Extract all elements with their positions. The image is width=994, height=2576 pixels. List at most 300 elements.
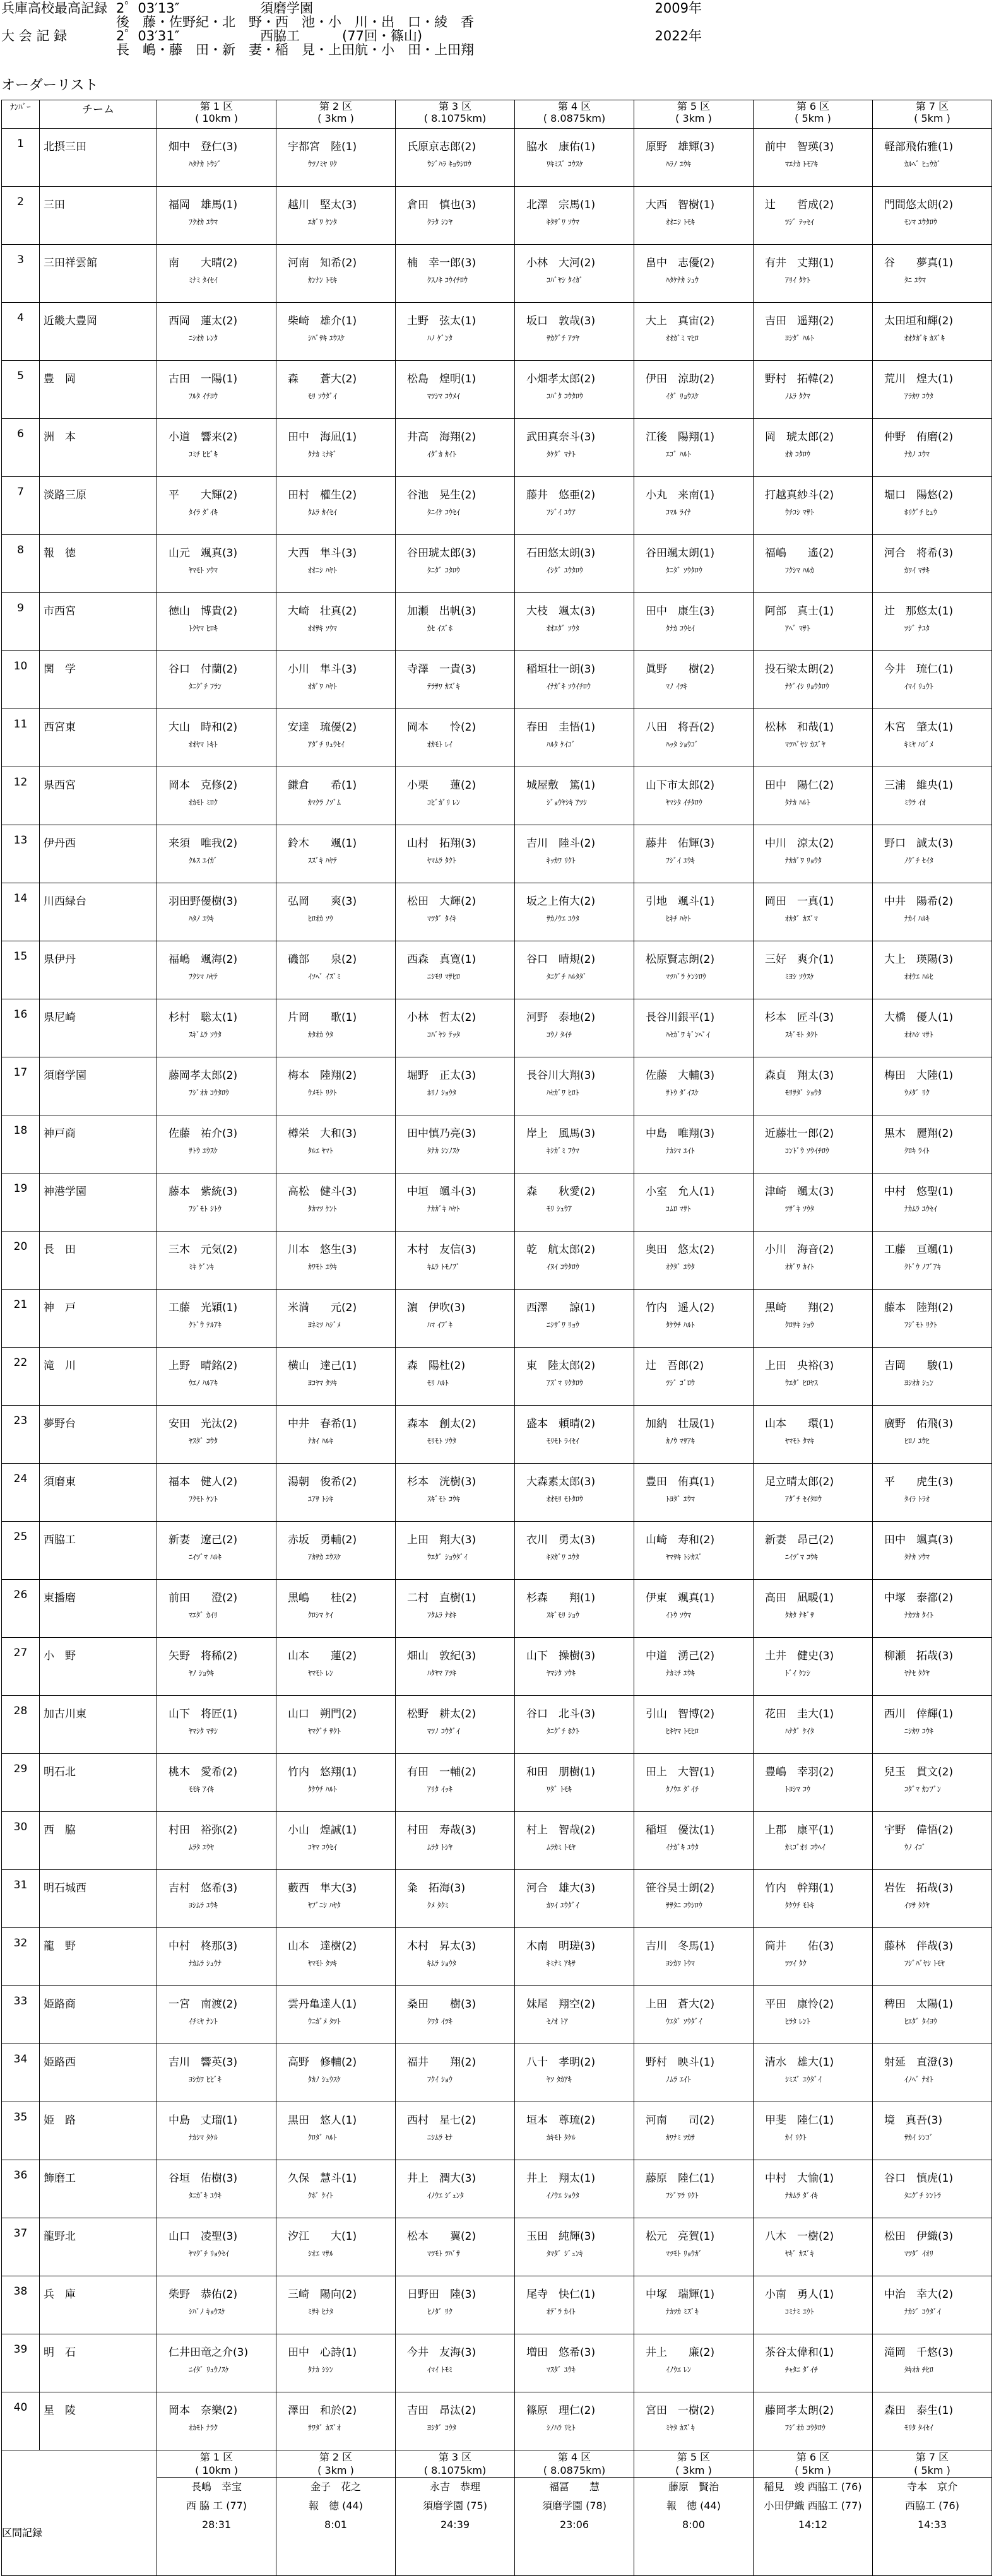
runner-name: 川本 悠生(3) [288,1244,357,1256]
runner-name: 矢野 将稀(2) [169,1650,238,1662]
runner-cell [634,477,754,535]
runner-kana: ｵｶﾀﾞ ｶｽﾞﾏ [785,914,818,923]
runner-cell [276,1232,396,1290]
runner-name: 中垣 颯斗(3) [407,1185,476,1198]
leg-name: 第 4 区 [557,100,591,112]
runner-kana: ｻｶﾉｳｴ ﾕｳﾀ [547,914,579,923]
runner-name: 久保 慧斗(1) [288,2172,357,2185]
runner-name: 杉本 洸樹(3) [407,1476,476,1488]
table-row [2,2392,992,2450]
runner-kana: ﾊﾙﾀ ｹｲｺﾞ [547,740,576,749]
runner-kana: ﾌｼﾞｲ ﾕｳｷ [666,856,695,865]
runner-name: 氏原京志郎(2) [407,141,476,153]
table-row [2,303,992,361]
table-row [2,1348,992,1406]
team-name: 姫 路 [40,2102,157,2160]
runner-cell [515,1812,634,1870]
runner-cell [754,883,873,941]
runner-name: 山村 拓翔(3) [407,837,476,850]
runner-kana: ｼﾐｽﾞ ﾕｳﾀﾞｲ [785,2075,822,2084]
runner-cell [157,593,276,651]
runner-name: 二村 直樹(1) [407,1592,476,1604]
team-number: 27 [2,1638,40,1696]
runner-name: 辻 哲成(2) [765,199,834,211]
runner-cell [276,1928,396,1986]
runner-cell [276,1290,396,1348]
runner-kana: ｲﾜｻ ﾀｸﾔ [904,1901,930,1910]
runner-cell [873,1522,992,1580]
record-school: 須磨学園 [260,1,313,16]
runner-kana: ﾋﾉﾀﾞ ﾘｸ [427,2307,453,2316]
runner-kana: ﾀｲﾗ ﾀﾞｲｷ [189,508,218,517]
team-name: 西 脇 [40,1812,157,1870]
runner-kana: ｱﾍﾞ ﾏｻﾄ [785,624,810,633]
leg-distance: ( 8.1075km) [423,112,487,124]
runner-kana: ﾌｸｼﾏ ﾊﾙｶ [785,566,814,575]
runner-cell [157,1986,276,2044]
runner-name: 井上 潤大(3) [407,2172,476,2185]
leg-distance: ( 8.0875km) [543,112,606,124]
team-name: 夢野台 [40,1406,157,1464]
runner-name: 森 蒼大(2) [288,373,357,385]
runner-cell [396,245,515,303]
runner-cell [276,2334,396,2392]
runner-kana: ｳｴﾀﾞ ﾋﾛﾔｽ [785,1379,818,1387]
runner-kana: ﾐｻｷ ﾋﾅﾀ [308,2307,333,2316]
runner-kana: ﾋﾛｵｶ ｿｳ [308,914,333,923]
runner-cell [873,1406,992,1464]
team-number: 34 [2,2044,40,2102]
runner-kana: ｻﾄｳ ﾀﾞｲｽｹ [666,1088,699,1097]
runner-cell [754,825,873,883]
runner-name: 杉森 翔(1) [526,1592,596,1604]
runner-name: 稲垣壮一朗(3) [526,663,596,676]
footer-leg-header [634,2450,754,2478]
runner-kana: ﾏﾉ ｲﾂｷ [666,682,687,691]
runner-kana: ｸﾛｷ ﾗｲﾄ [904,1146,930,1155]
team-number: 20 [2,1232,40,1290]
runner-kana: ﾌｸｵｶ ﾕｳﾏ [189,218,218,226]
runner-name: 小川 海音(2) [765,1244,834,1256]
runner-kana: ﾋﾛﾉ ﾕｳﾋ [904,1437,930,1445]
runner-kana: ﾀｶﾉ ｼｭｳｽｹ [308,2075,341,2084]
runner-name: 太田垣和輝(2) [884,315,954,327]
runner-name: 濵 伊吹(3) [407,1302,466,1314]
runner-name: 谷口 晴規(2) [526,953,596,966]
runner-cell [276,129,396,187]
runner-kana: ｵｵﾆｼ ﾊﾔﾄ [308,566,337,575]
runner-cell [276,825,396,883]
team-number: 35 [2,2102,40,2160]
runner-cell [873,1870,992,1928]
runner-kana: ﾉﾑﾗ ﾀｸﾏ [785,392,810,401]
runner-name: 村上 智哉(2) [526,1824,596,1837]
runner-cell [396,941,515,999]
runner-kana: ﾓﾝﾏ ﾕｳﾀﾛｳ [904,218,937,226]
runner-kana: ﾏｴﾀﾞ ｶｲﾘ [189,1611,218,1620]
runner-name: 岡本 奈樂(2) [169,2404,238,2417]
runner-name: 藤井 悠亜(2) [526,489,596,502]
runner-cell [515,303,634,361]
runner-cell [157,245,276,303]
leg-name: 第 5 区 [677,100,711,112]
runner-cell [396,651,515,709]
runner-kana: ｳﾒﾓﾄ ﾘｸﾄ [308,1088,337,1097]
runner-cell [873,1057,992,1115]
runner-cell [515,1173,634,1232]
runner-kana: ﾆｼｶﾜ ｺｳｷ [904,1727,933,1736]
runner-name: 宇野 偉悟(2) [884,1824,954,1837]
runner-cell [515,1928,634,1986]
leg-name: 第 7 区 [915,100,949,112]
runner-cell [754,245,873,303]
runner-name: 森貞 翔太(3) [765,1069,834,1082]
team-number: 31 [2,1870,40,1928]
leg-name: 第 2 区 [319,2451,353,2463]
table-row [2,361,992,419]
runner-kana: ｸﾜﾀ ｲﾂｷ [427,2017,453,2026]
runner-name: 米満 元(2) [288,1302,357,1314]
runner-name: 滝岡 千悠(3) [884,2346,954,2359]
runner-kana: ﾆｲﾂﾞﾏ ｺｳｷ [785,1553,818,1561]
runner-cell [396,419,515,477]
runner-cell [276,1522,396,1580]
runner-cell [873,1464,992,1522]
runner-name: 福本 健人(2) [169,1476,238,1488]
runner-kana: ｵｶﾞﾜ ｶｲﾄ [785,1262,814,1271]
runner-kana: ﾊｯﾀ ｼｮｳｺﾞ [666,740,699,749]
runner-name: 三崎 陽向(2) [288,2288,357,2301]
runner-name: 奥田 悠太(2) [646,1244,715,1256]
leg-distance: ( 8.1075km) [423,2464,487,2476]
team-number: 38 [2,2276,40,2334]
runner-cell [873,999,992,1057]
runner-kana: ﾋﾗﾀ ﾚﾝﾄ [785,2017,810,2026]
runner-cell [515,477,634,535]
runner-cell [754,361,873,419]
runner-name: 谷田颯太朗(1) [646,547,715,560]
runner-kana: ｷﾑﾗ ﾄﾓﾉﾌﾞ [427,1262,460,1271]
runner-name: 打越真紗斗(2) [765,489,834,502]
runner-name: 竹内 幹翔(1) [765,1882,834,1895]
runner-name: 中川 涼太(2) [765,837,834,850]
runner-kana: ﾀｹｳﾁ ﾊﾙﾄ [666,1320,695,1329]
runner-cell [276,361,396,419]
runner-kana: ｲﾁﾐﾔ ﾅﾝﾄ [189,2017,218,2026]
runner-cell [276,1696,396,1754]
runner-kana: ｱﾘｲ ﾀｹﾄ [785,276,810,285]
runner-name: 仁井田竜之介(3) [169,2346,249,2359]
runner-name: 松林 和哉(1) [765,721,834,734]
runner-name: 中井 陽希(2) [884,895,954,908]
runner-name: 藤原 陸仁(1) [646,2172,715,2185]
column-header-leg [396,100,515,129]
runner-cell [157,709,276,767]
runner-name: 河合 将希(3) [884,547,954,560]
runner-kana: ﾖｼﾑﾗ ﾕｳｷ [189,1901,218,1910]
column-header-number: ﾅﾝﾊﾞｰ [2,100,40,129]
record-name: 金子 花之 [310,2481,361,2493]
runner-cell [276,303,396,361]
section-record-cell [396,2478,515,2576]
runner-kana: ﾔﾅｾ ﾀｸﾔ [904,1669,930,1678]
runner-name: 森 陽杜(2) [407,1360,466,1372]
runner-kana: ﾓﾘﾀ ﾀｲｾｲ [904,2423,933,2432]
table-row [2,1406,992,1464]
runner-name: 一宮 南渡(2) [169,1998,238,2011]
leg-distance: ( 3km ) [675,2464,712,2476]
runner-name: 大山 時和(2) [169,721,238,734]
runner-cell [634,593,754,651]
runner-name: 山元 颯真(3) [169,547,238,560]
runner-kana: ﾔﾏｻｷ ﾄｼｶｽﾞ [666,1553,702,1561]
runner-kana: ﾅｹﾞｲｼ ﾘｮｳﾀﾛｳ [785,682,829,691]
runner-name: 三好 爽介(1) [765,953,834,966]
runner-name: 尾寺 快仁(1) [526,2288,596,2301]
runner-name: 木南 明瑳(3) [526,1940,596,1953]
runner-cell [754,2392,873,2450]
runner-kana: ｲﾅｶﾞｷ ｿｳｲﾁﾛｳ [547,682,591,691]
record-name: 長嶋 幸宝 [191,2481,242,2493]
runner-cell [754,1057,873,1115]
team-number: 17 [2,1057,40,1115]
runner-kana: ﾉｸﾞﾁ ｾｲﾀ [904,856,933,865]
runner-kana: ﾅｶｼﾏ ﾀｹﾙ [189,2133,218,2142]
runner-cell [515,2218,634,2276]
runner-kana: ﾏﾂﾓﾄ ﾂﾊﾞｻ [427,2249,460,2258]
runner-cell [515,883,634,941]
runner-cell [276,2276,396,2334]
runner-cell [157,1057,276,1115]
runner-cell [396,2218,515,2276]
runner-cell [634,1754,754,1812]
runner-name: 楠 幸一郎(3) [407,257,476,269]
runner-kana: ｵｸﾀﾞ ﾕｳﾀ [666,1262,695,1271]
runner-cell [873,1812,992,1870]
runner-kana: ｶﾐｺﾞｵﾘ ｺｳﾍｲ [785,1843,825,1852]
runner-name: 藤本 紫統(3) [169,1185,238,1198]
runner-kana: ｻｻﾀﾆ ｺｳｼﾛｳ [666,1901,702,1910]
team-number: 11 [2,709,40,767]
runner-kana: ｵｶﾓﾄ ﾚｲ [427,740,453,749]
runner-cell [515,2334,634,2392]
runner-name: 武田真奈斗(3) [526,431,596,444]
table-row [2,1232,992,1290]
table-row [2,2044,992,2102]
team-number: 19 [2,1173,40,1232]
runner-name: 樽栄 大和(3) [288,1127,357,1140]
runner-name: 山口 朔門(2) [288,1708,357,1720]
runner-name: 柴野 恭佑(2) [169,2288,238,2301]
team-name: 明 石 [40,2334,157,2392]
record-time: 14:12 [798,2519,828,2531]
runner-name: 石田悠太朗(3) [526,547,596,560]
runner-name: 加瀬 出帆(3) [407,605,476,618]
team-name: 姫路西 [40,2044,157,2102]
runner-name: 高松 健斗(3) [288,1185,357,1198]
page-subtitle: オーダーリスト [1,78,98,93]
runner-name: 射延 直澄(3) [884,2056,954,2069]
runner-kana: ｳｴﾉ ﾊﾙｱｷ [189,1379,218,1387]
runner-cell [754,303,873,361]
runner-name: 衣川 勇太(3) [526,1534,596,1546]
runner-name: 田中 心詩(1) [288,2346,357,2359]
runner-kana: ｱﾀﾞﾁ ｾｲﾀﾛｳ [785,1495,822,1503]
runner-cell [754,1580,873,1638]
team-name: 神戸商 [40,1115,157,1173]
runner-kana: ｸﾎﾞ ｹｲﾄ [308,2191,333,2200]
runner-cell [754,535,873,593]
runner-cell [873,2334,992,2392]
runner-name: 倉田 慎也(3) [407,199,476,211]
runner-kana: ﾊﾀﾔﾏ ｱﾂｷ [427,1669,456,1678]
runner-name: 梅本 陸翔(2) [288,1069,357,1082]
runner-cell [157,419,276,477]
runner-kana: ｶﾜｲ ﾏｻｷ [904,566,930,575]
table-row [2,2102,992,2160]
team-number: 32 [2,1928,40,1986]
runner-kana: ﾀﾆｸﾞﾁ ﾌﾗﾝ [189,682,222,691]
runner-name: 谷 夢真(1) [884,257,954,269]
table-row [2,1928,992,1986]
runner-cell [634,767,754,825]
runner-name: 福嶋 颯海(2) [169,953,238,966]
runner-name: 畑山 敦紀(3) [407,1650,476,1662]
runner-kana: ｸﾛｻｷ ｼｮｳ [785,1320,814,1329]
runner-kana: ﾐｳﾗ ｲｵ [904,798,926,807]
runner-kana: ｼﾉﾊﾗ ﾘﾋﾄ [547,2423,576,2432]
team-name: 近畿大豊岡 [40,303,157,361]
runner-name: 河合 雄大(3) [526,1882,596,1895]
runner-name: 廣野 佑飛(3) [884,1418,954,1430]
runner-name: 甲斐 陸仁(1) [765,2114,834,2127]
runner-name: 梅田 大陸(1) [884,1069,954,1082]
runner-name: 藤本 陸翔(2) [884,1302,954,1314]
runner-kana: ﾊﾏ ｲﾌﾞｷ [427,1320,453,1329]
runner-kana: ﾊﾉ ｹﾞﾝﾀ [427,334,453,343]
table-row [2,1057,992,1115]
runner-cell [157,1754,276,1812]
runner-cell [873,419,992,477]
runner-name: 小山 煌誠(1) [288,1824,357,1837]
meet-members: 長 嶋・藤 田・新 妻・稲 見・上田航・小 田・上田翔 [116,42,474,57]
runner-kana: ﾊﾀｹﾅｶ ｼｭｳ [666,276,699,285]
runner-name: 山口 凌聖(3) [169,2230,238,2243]
leg-distance: ( 5km ) [795,2464,831,2476]
runner-name: 伊東 颯真(1) [646,1592,715,1604]
runner-cell [515,245,634,303]
team-number: 22 [2,1348,40,1406]
table-row [2,187,992,245]
runner-cell [157,2160,276,2218]
runner-cell [873,1580,992,1638]
leg-name: 第 6 区 [796,2451,830,2463]
record-time: 8:00 [682,2519,705,2531]
runner-cell [157,2276,276,2334]
runner-name: 有田 一輔(2) [407,1766,476,1779]
section-record-cell [276,2478,396,2576]
runner-kana: ﾊﾀﾅｶ ﾄｳｼﾞ [189,160,222,168]
runner-cell [754,1173,873,1232]
runner-kana: ﾎﾘﾉ ｼｮｳﾀ [427,1088,456,1097]
runner-kana: ｷﾀｻﾞﾜ ｿｳﾏ [547,218,579,226]
runner-name: 吉田 昂汰(2) [407,2404,476,2417]
team-name: 加古川東 [40,1696,157,1754]
runner-name: 田中 海凪(1) [288,431,357,444]
runner-kana: ﾑﾗﾀ ﾕｳﾔ [189,1843,214,1852]
runner-kana: ﾅｶｶﾞｷ ﾊﾔﾄ [427,1204,460,1213]
runner-kana: ｱﾘﾀ ｲｯｷ [427,1785,453,1794]
runner-cell [634,2102,754,2160]
runner-kana: ｺｳﾉ ﾀｲﾁ [547,1030,572,1039]
runner-cell [157,825,276,883]
team-number: 1 [2,129,40,187]
runner-kana: ﾅｶﾑﾗ ﾕｳｾｲ [904,1204,937,1213]
runner-name: 中村 大愉(1) [765,2172,834,2185]
runner-kana: ﾌｼﾞﾜﾗ ﾘｸﾄ [666,2191,699,2200]
record-name: 藤原 賢治 [668,2481,719,2493]
runner-name: 土井 健史(3) [765,1650,834,1662]
runner-name: 中村 柊那(3) [169,1940,238,1953]
runner-kana: ｱｶｻｶ ﾕｳｽｹ [308,1553,341,1561]
runner-kana: ﾔﾏｼﾀ ﾏｻｼ [189,1727,218,1736]
runner-name: 小畑孝太郎(2) [526,373,596,385]
runner-cell [634,2276,754,2334]
record-time: 2゜03′13″ [116,1,180,16]
runner-kana: ﾀｷｵｶ ﾁﾋﾛ [904,2365,933,2374]
runner-kana: ｸﾗﾀ ｼﾝﾔ [427,218,453,226]
team-name: 明石北 [40,1754,157,1812]
runner-kana: ﾀﾆｲｹ ｺｳｾｲ [427,508,460,517]
runner-kana: ﾖｼｶﾜ ﾋﾋﾞｷ [189,2075,222,2084]
runner-cell [634,1406,754,1464]
runner-kana: ﾀﾆｶﾞｷ ﾕｳｷ [189,2191,222,2200]
runner-name: 津崎 颯太(3) [765,1185,834,1198]
runner-name: 大崎 壮真(2) [288,605,357,618]
runner-kana: ﾏﾂｼﾏ ｺｳﾒｲ [427,392,460,401]
table-row [2,535,992,593]
runner-name: 谷垣 佑樹(3) [169,2172,238,2185]
runner-cell [873,1232,992,1290]
runner-name: 河野 泰地(2) [526,1011,596,1024]
runner-name: 稲垣 優汰(1) [646,1824,715,1837]
runner-name: 南 大晴(2) [169,257,238,269]
table-row [2,1754,992,1812]
runner-cell [276,477,396,535]
section-record-cell [157,2478,276,2576]
runner-name: 松原賢志朗(2) [646,953,715,966]
runner-cell [276,1580,396,1638]
runner-name: 磯部 泉(2) [288,953,357,966]
runner-kana: ｺﾔﾏ ｺｳｾｲ [308,1843,337,1852]
runner-name: 阿部 真士(1) [765,605,834,618]
runner-cell [873,477,992,535]
record-time: 23:06 [559,2519,589,2531]
runner-cell [515,1580,634,1638]
runner-name: 岡本 怜(2) [407,721,476,734]
table-row [2,651,992,709]
table-row [2,1522,992,1580]
team-number: 25 [2,1522,40,1580]
runner-name: 有井 丈翔(1) [765,257,834,269]
table-row [2,1173,992,1232]
runner-kana: ﾉﾑﾗ ｴｲﾄ [666,2075,691,2084]
runner-kana: ﾂｻﾞｷ ｿｳﾀ [785,1204,814,1213]
team-name: 市西宮 [40,593,157,651]
runner-cell [515,2102,634,2160]
table-body [2,100,992,2576]
runner-kana: ｶﾉｳ ﾏｻｱｷ [666,1437,695,1445]
